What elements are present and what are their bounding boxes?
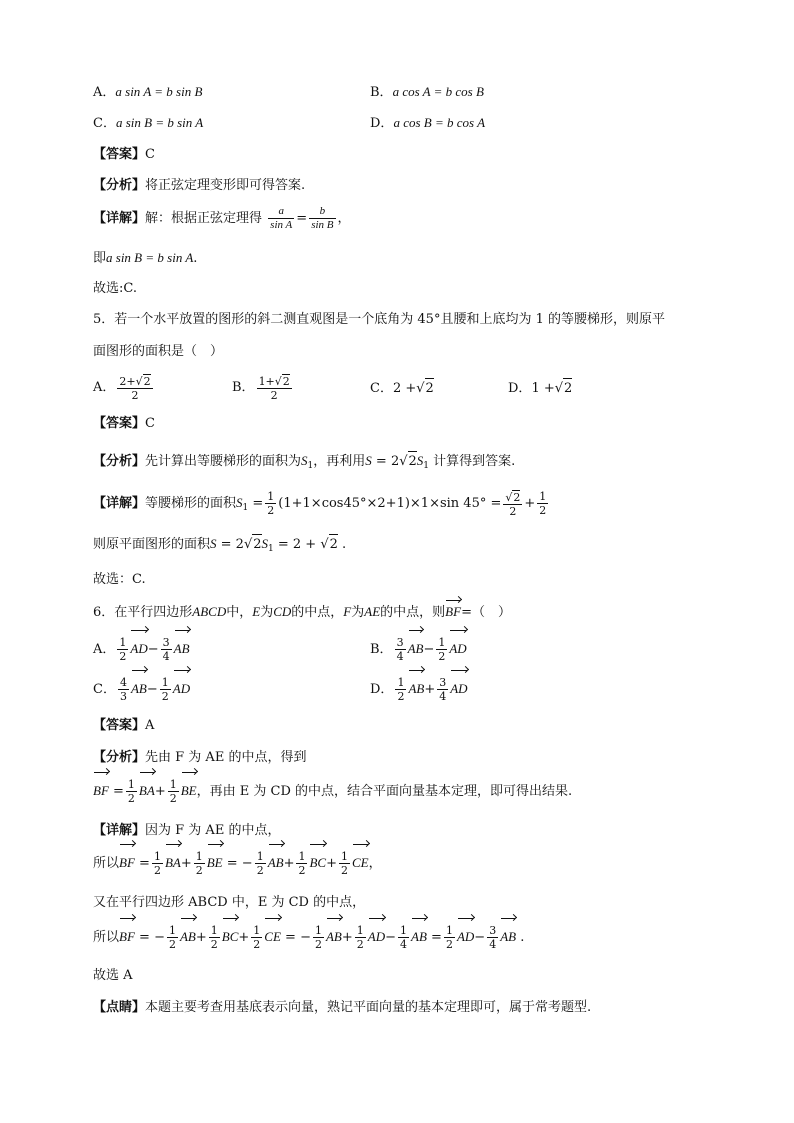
q5-analysis: 【分析】先计算出等腰梯形的面积为$S_1$，再利用$S = 2√2S_1$ 计算得到答案. xyxy=(93,453,516,471)
q6-comment: 【点睛】本题主要考查用基底表示向量，熟记平面向量的基本定理即可，属于常考题型. xyxy=(93,1000,592,1015)
q6-stem: 6．在平行四边形ABCD中，E为CD的中点，F为AE的中点，则BF=（ ） xyxy=(93,604,511,620)
q5-option-d: D．1 +√2 xyxy=(508,378,572,399)
q4-answer: 【答案】C xyxy=(93,147,155,162)
q6-detail-line4: 所以BF = − $\frac{1}{2}$ AB+ $\frac{1}{2}$ BC+ $\frac{1}{2}$ CE = − $\frac{1}{2}$ AB+ $\frac{1}{2}$ AD− $\frac{1}{4}$ AB = $\frac{1}{2}$ AD− $\frac{3}{4}$ AB . xyxy=(93,920,524,955)
analysis-tag: 【分析】 xyxy=(93,178,146,193)
analysis-tag: 【分析】 xyxy=(93,454,146,469)
q4-option-a-eq: a sin A = b sin B xyxy=(115,84,203,99)
q6-analysis-line2: BF = $\frac{1}{2}$ BA+ $\frac{1}{2}$ BE，再由 E 为 CD 的中点，结合平面向量基本定理，即可得出结果. xyxy=(93,774,572,809)
fraction-a-over-sinA: $\frac{a}{\text{sin A}}$ xyxy=(270,205,293,231)
detail-tag: 【详解】 xyxy=(93,211,146,226)
q6-option-a: A． $\frac{1}{2}$ AD− $\frac{3}{4}$ AB xyxy=(93,632,190,667)
fraction-b-over-sinB: $\frac{b}{\text{sin B}}$ xyxy=(311,205,334,231)
q5-stem-line1: 5．若一个水平放置的图形的斜二测直观图是一个底角为 45°且腰和上底均为 1 的等腰梯形，则原平 xyxy=(93,312,665,327)
q6-analysis: 【分析】先由 F 为 AE 的中点，得到 xyxy=(93,750,307,765)
q4-option-c-eq: a sin B = b sin A xyxy=(115,115,204,130)
q6-answer: 【答案】A xyxy=(93,718,155,733)
q5-option-a: A． $\frac{2+√2}{2}$ xyxy=(93,374,151,402)
q4-option-d-eq: a cos B = b cos A xyxy=(393,115,486,130)
vector-BF: BF xyxy=(445,602,461,622)
q5-option-c: C．2 +√2 xyxy=(370,378,434,399)
q5-option-b: B． $\frac{1+√2}{2}$ xyxy=(232,374,290,402)
q5-answer: 【答案】C xyxy=(93,416,155,431)
answer-tag: 【答案】 xyxy=(93,718,146,733)
q6-option-b: B． $\frac{3}{4}$ AB− $\frac{1}{2}$ AD xyxy=(370,632,467,667)
q4-option-b: B．a cos A = b cos B xyxy=(370,84,484,100)
q6-detail: 【详解】因为 F 为 AE 的中点， xyxy=(93,823,281,838)
q6-detail-line2: 所以BF = $\frac{1}{2}$ BA+ $\frac{1}{2}$ BE = − $\frac{1}{2}$ AB+ $\frac{1}{2}$ BC+ $\frac{1}{2}$ CE， xyxy=(93,846,382,881)
detail-tag: 【详解】 xyxy=(93,823,146,838)
q4-option-a: A．a sin A = b sin B xyxy=(93,84,203,100)
comment-tag: 【点睛】 xyxy=(93,1000,146,1015)
answer-tag: 【答案】 xyxy=(93,416,146,431)
q4-detail: 【详解】解：根据正弦定理得 $\frac{a}{\text{sin A}}$ = $\frac{b}{\text{sin B}}$ ， xyxy=(93,205,351,231)
q5-stem-line2: 面图形的面积是（ ） xyxy=(93,344,224,359)
q6-option-d: D． $\frac{1}{2}$ AB+ $\frac{3}{4}$ AD xyxy=(370,672,468,707)
answer-tag: 【答案】 xyxy=(93,147,146,162)
q6-option-c: C． $\frac{4}{3}$ AB− $\frac{1}{2}$ AD xyxy=(93,672,190,707)
q6-detail-line3: 又在平行四边形 ABCD 中，E 为 CD 的中点， xyxy=(93,895,366,910)
q4-option-b-eq: a cos A = b cos B xyxy=(392,84,484,99)
q4-option-d: D．a cos B = b cos A xyxy=(370,115,486,131)
analysis-tag: 【分析】 xyxy=(93,750,146,765)
q4-analysis: 【分析】将正弦定理变形即可得答案. xyxy=(93,178,306,193)
q4-option-c: C．a sin B = b sin A xyxy=(93,115,204,131)
q4-detail-line2: 即a sin B = b sin A. xyxy=(93,250,198,266)
q5-detail: 【详解】等腰梯形的面积$S_1$ = $\frac{1}{2}$ (1+1×cos45°×2+1)×1×sin 45° = $\frac{√2}{2}$ + $\frac{1}{2}$ xyxy=(93,490,547,518)
q5-detail-final: 则原平面图形的面积$S = 2√2S_1 = 2 + √2$ . xyxy=(93,536,347,554)
detail-tag: 【详解】 xyxy=(93,496,146,511)
q6-conclusion: 故选 A xyxy=(93,968,133,983)
q4-conclusion: 故选:C. xyxy=(93,281,137,296)
q5-conclusion: 故选：C. xyxy=(93,572,146,587)
